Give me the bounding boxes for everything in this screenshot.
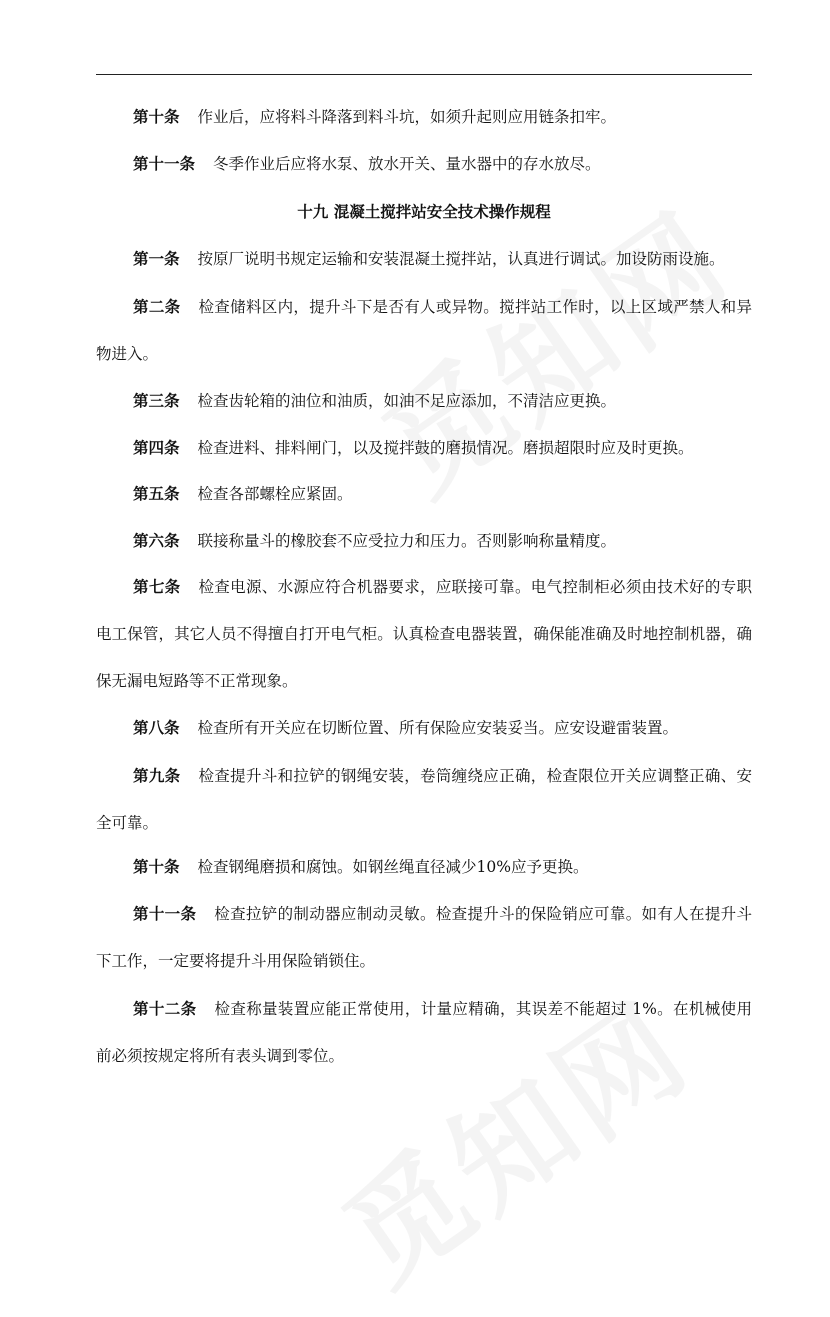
article-label: 第九条 <box>133 766 181 785</box>
article-label: 第十条 <box>133 107 180 126</box>
article-text: 检查拉铲的制动器应制动灵敏。检查提升斗的保险销应可靠。如有人在提升斗下工作，一定要将提升斗用保险销锁住。 <box>96 905 752 970</box>
article-text: 检查储料区内，提升斗下是否有人或异物。搅拌站工作时，以上区域严禁人和异物进入。 <box>96 298 752 363</box>
article-text: 检查称量装置应能正常使用，计量应精确，其误差不能超过 1%。在机械使用前必须按规定将所有表头调到零位。 <box>96 1000 752 1065</box>
article-9 <box>96 752 752 847</box>
article-label: 第八条 <box>133 718 180 737</box>
article-4 <box>96 424 752 472</box>
article-text: 检查进料、排料闸门，以及搅拌鼓的磨损情况。磨损超限时应及时更换。 <box>197 439 694 457</box>
article-label: 第一条 <box>133 249 180 268</box>
article-11 <box>96 890 752 985</box>
article-12 <box>96 985 752 1080</box>
article-text: 检查钢绳磨损和腐蚀。如钢丝绳直径减少10%应予更换。 <box>197 858 589 876</box>
article-3 <box>96 377 752 425</box>
article-5 <box>96 470 752 518</box>
article-label: 第三条 <box>133 391 180 410</box>
article-text: 检查齿轮箱的油位和油质，如油不足应添加，不清洁应更换。 <box>197 392 617 410</box>
article-label: 第七条 <box>133 577 181 596</box>
article-label: 第六条 <box>133 531 180 550</box>
article-before-10 <box>96 93 752 141</box>
article-text: 作业后，应将料斗降落到料斗坑，如须升起则应用链条扣牢。 <box>197 108 617 126</box>
section-heading: 十九 混凝土搅拌站安全技术操作规程 <box>297 202 551 221</box>
article-label: 第十一条 <box>133 154 196 173</box>
article-label: 第十条 <box>133 857 180 876</box>
article-7 <box>96 563 752 705</box>
article-2 <box>96 283 752 378</box>
article-text: 联接称量斗的橡胶套不应受拉力和压力。否则影响称量精度。 <box>197 532 617 550</box>
article-text: 检查电源、水源应符合机器要求，应联接可靠。电气控制柜必须由技术好的专职电工保管，其它人员不得擅自打开电气柜。认真检查电器装置，确保能准确及时地控制机器，确保无漏电短路等不正常现象。 <box>96 578 752 690</box>
article-6 <box>96 517 752 565</box>
header-rule <box>96 74 752 75</box>
article-label: 第四条 <box>133 438 180 457</box>
article-before-11 <box>96 140 752 188</box>
article-text: 检查所有开关应在切断位置、所有保险应安装妥当。应安设避雷装置。 <box>197 719 679 737</box>
article-8 <box>96 704 752 752</box>
article-text: 检查提升斗和拉铲的钢绳安装，卷筒缠绕应正确，检查限位开关应调整正确、安全可靠。 <box>96 767 752 832</box>
article-label: 第十一条 <box>133 904 197 923</box>
article-label: 第十二条 <box>133 999 197 1018</box>
article-text: 冬季作业后应将水泵、放水开关、量水器中的存水放尽。 <box>213 155 601 173</box>
article-label: 第二条 <box>133 297 181 316</box>
article-1 <box>96 235 752 283</box>
article-text: 检查各部螺栓应紧固。 <box>197 485 353 503</box>
article-label: 第五条 <box>133 484 180 503</box>
article-text: 按原厂说明书规定运输和安装混凝土搅拌站，认真进行调试。加设防雨设施。 <box>197 250 725 268</box>
article-10 <box>96 843 752 891</box>
